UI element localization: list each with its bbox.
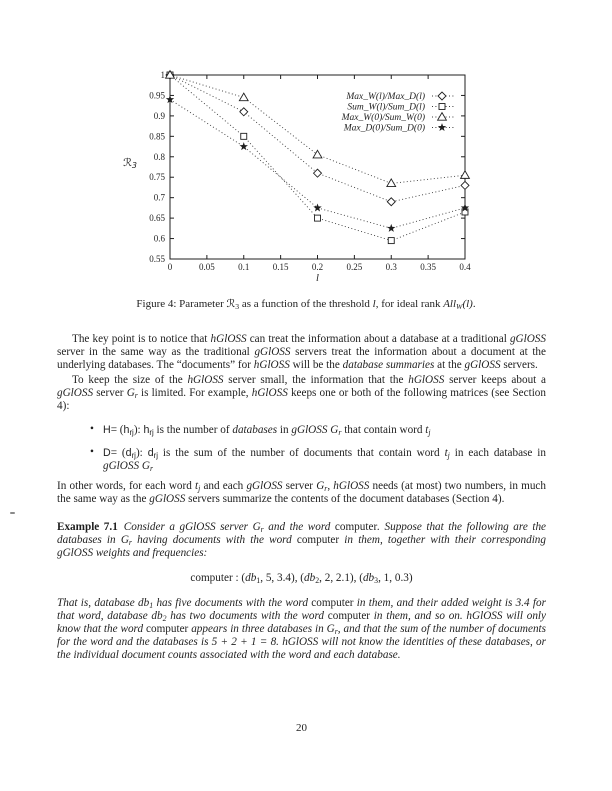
y-tick-label: 0.85 [149, 131, 165, 142]
list-item-text: D= (drj): drj is the sum of the number of documents that contain word tj in each database in gGlOSS Gr [103, 447, 546, 473]
example-7-1: Example 7.1 Consider a gGlOSS server Gr and the word computer. Suppose that the following are the databases in Gr having documents with the word computer in them, together with their corresponding gGlOSS weights and frequencies: [57, 521, 547, 559]
square-marker [388, 238, 394, 244]
x-tick-label: 0 [167, 262, 173, 272]
triangle-marker [461, 171, 470, 179]
x-tick-label: 0.05 [199, 262, 215, 272]
paragraph-keep-size: To keep the size of the hGlOSS server small, the information that the hGlOSS server keeps about a gGlOSS server Gr is limited. For example, hGlOSS keeps one or both of the following matrices (see Section 4): [57, 374, 547, 412]
list-item-text: H= (hrj): hrj is the number of databases in gGlOSS Gr that contain word tj [103, 424, 431, 437]
page-number: 20 [296, 722, 307, 734]
x-tick-label: 0.1 [238, 262, 250, 272]
square-marker [241, 133, 247, 139]
legend-label: Max_W(0)/Sum_W(0) [341, 113, 425, 123]
matrix-list [57, 424, 546, 473]
x-tick-label: 0.3 [385, 262, 397, 272]
x-tick-label: 0.25 [346, 262, 363, 272]
paragraph-in-other-words: In other words, for each word tj and each gGlOSS server Gr, hGlOSS needs (at most) two numbers, in much the same way as the gGlOSS servers summarize the contents of the document databases (Section 4). [57, 480, 546, 505]
triangle-marker [438, 113, 447, 121]
y-tick-label: 0.65 [149, 213, 165, 224]
triangle-marker [313, 150, 322, 158]
legend-label: Max_D(0)/Sum_D(0) [343, 123, 425, 134]
bullet-icon: • [90, 446, 94, 458]
scan-artifact-mark [10, 512, 15, 514]
legend-label: Sum_W(l)/Sum_D(l) [347, 102, 425, 113]
star-marker [438, 123, 446, 131]
paragraph-that-is: That is, database db1 has five documents with the word computer in them, and their added weight is 3.4 for that word, database db2 has two documents with the word computer in them, and so on. hGlOSS will only know that the word computer appears in three databases in Gr, and that the sum of the number of documents for the word and the databases is 5 + 2 + 1 = 8. hGlOSS will not know the identities of these databases, or the individual document counts associated with the word and each database. [57, 597, 546, 661]
y-tick-label: 0.95 [149, 90, 165, 101]
diamond-marker [461, 181, 469, 189]
x-tick-label: 0.2 [311, 262, 324, 272]
y-tick-label: 0.7 [153, 192, 165, 203]
x-tick-label: 0.4 [459, 262, 471, 272]
bullet-icon: • [90, 423, 94, 435]
chart-svg [100, 58, 540, 298]
legend-label: Max_W(l)/Max_D(l) [346, 92, 425, 102]
star-marker [387, 224, 395, 232]
triangle-marker [239, 93, 248, 101]
body-text [57, 333, 546, 662]
triangle-marker [387, 179, 396, 187]
y-tick-label: 0.55 [149, 254, 165, 264]
diamond-marker [240, 108, 248, 116]
y-tick-label: 0.6 [153, 233, 165, 244]
x-tick-label: 0.15 [272, 262, 289, 272]
x-axis-label: l [316, 273, 319, 284]
star-marker [313, 203, 321, 211]
legend [341, 91, 454, 134]
paragraph-key-point: The key point is to notice that hGlOSS can treat the information about a database at a traditional gGlOSS server in the same way as the traditional gGlOSS servers treat the information about a document at the underlying databases. The “documents” for hGlOSS will be the database summaries at the gGlOSS servers. [57, 333, 546, 371]
x-tick-label: 0.35 [420, 262, 436, 272]
diamond-marker [387, 198, 395, 206]
star-marker [240, 142, 248, 150]
y-tick-label: 0.75 [149, 172, 165, 183]
y-tick-label: 1 [160, 70, 165, 80]
square-marker [315, 215, 321, 221]
equation-computer: computer : (db1, 5, 3.4), (db2, 2, 2.1), (db3, 1, 0.3) [190, 572, 413, 585]
y-tick-label: 0.9 [153, 110, 165, 121]
y-tick-label: 0.8 [153, 151, 165, 162]
figure-caption: Figure 4: Parameter ℛ3 as a function of the threshold l, for ideal rank AllW(l). [136, 297, 476, 311]
list-item-d-matrix [57, 447, 546, 473]
diamond-marker [314, 169, 322, 177]
diamond-marker [438, 92, 446, 100]
y-axis-label: ℛ3 [123, 156, 137, 170]
list-item-h-matrix [57, 424, 546, 437]
square-marker [439, 104, 445, 110]
figure4-chart [100, 58, 540, 298]
